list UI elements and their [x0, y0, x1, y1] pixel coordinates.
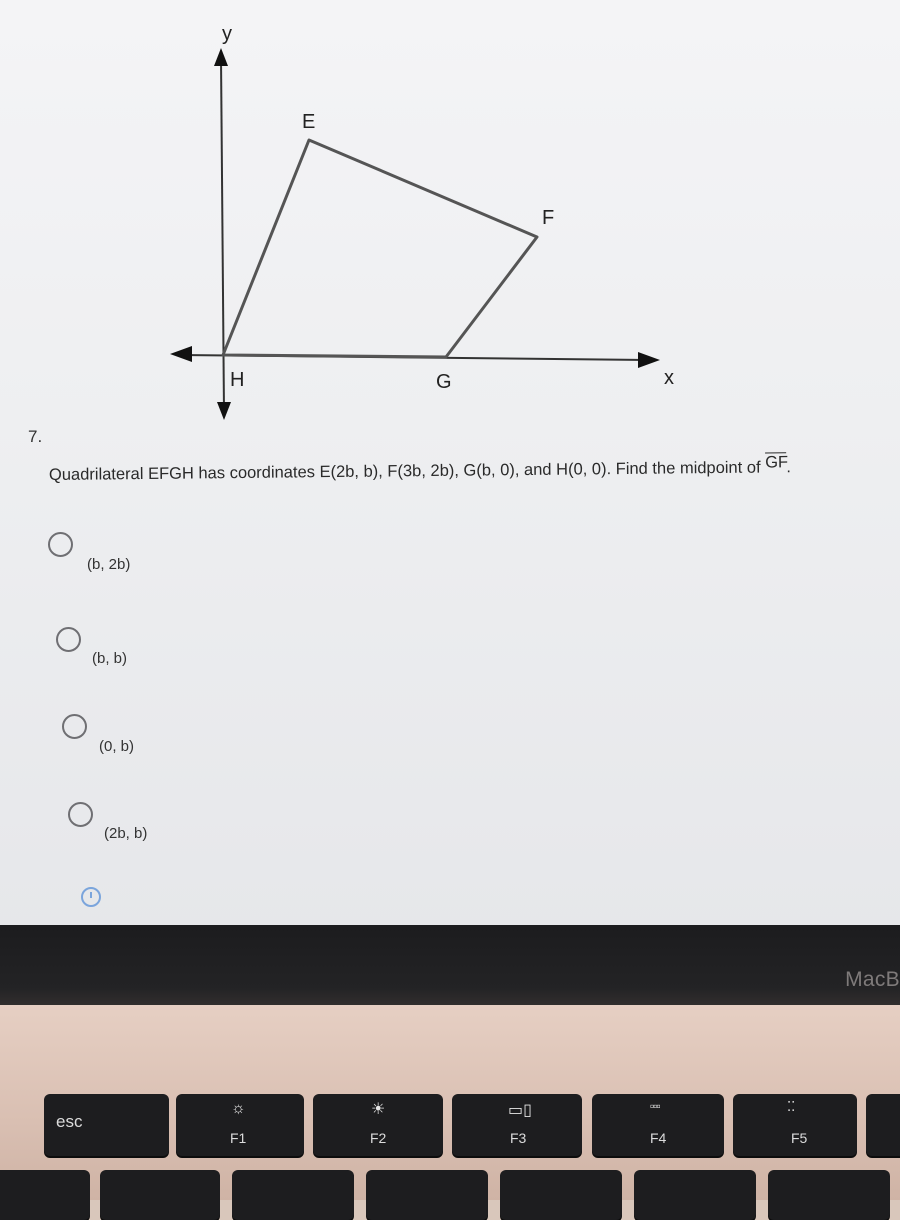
launchpad-icon: ▫▫▫	[650, 1099, 660, 1113]
vertex-label-h: H	[230, 369, 245, 391]
f3-key[interactable]	[452, 1094, 582, 1156]
f1-key[interactable]	[176, 1094, 304, 1156]
radio-button[interactable]	[56, 627, 81, 652]
esc-key-label: esc	[56, 1112, 83, 1131]
f4-key-label: F4	[650, 1130, 667, 1146]
f5-key-label: F5	[791, 1130, 808, 1146]
quadrilateral-figure	[0, 0, 900, 430]
question-text	[48, 453, 791, 485]
quadrilateral-efgh	[223, 140, 537, 357]
x-axis-label: x	[664, 367, 674, 389]
f4-key[interactable]	[592, 1094, 724, 1156]
option-label: (2b, b)	[104, 825, 148, 842]
option-label: (0, b)	[99, 738, 135, 755]
keyboard-backlight-icon: ⁚⁚	[787, 1099, 796, 1114]
key-2[interactable]	[232, 1170, 354, 1220]
vertex-label-e: E	[302, 111, 316, 133]
option-label: (b, 2b)	[87, 556, 131, 573]
key-3[interactable]	[366, 1170, 488, 1220]
f6-key[interactable]	[866, 1094, 900, 1156]
brightness-down-icon: ☼	[231, 1100, 246, 1117]
y-axis-arrow-down	[217, 402, 231, 420]
question-body: Quadrilateral EFGH has coordinates E(2b, b), F(3b, 2b), G(b, 0), and H(0, 0). Find the midpoint of	[48, 458, 761, 484]
backtick-key[interactable]	[0, 1170, 90, 1220]
question-end: .	[786, 458, 791, 477]
screen-bezel	[0, 925, 900, 1015]
question-number: 7.	[28, 427, 43, 446]
clock-icon[interactable]	[81, 887, 101, 907]
vertex-label-g: G	[436, 371, 452, 393]
radio-button[interactable]	[48, 532, 73, 557]
key-4[interactable]	[500, 1170, 622, 1220]
option-label: (b, b)	[92, 650, 128, 667]
x-axis-arrow-left	[170, 346, 192, 362]
f3-key-label: F3	[510, 1130, 527, 1146]
y-axis-arrow-up	[214, 48, 228, 66]
radio-button[interactable]	[62, 714, 87, 739]
esc-key[interactable]	[44, 1094, 169, 1156]
segment-label: GF	[765, 453, 787, 472]
x-axis-arrow-right	[638, 352, 660, 368]
f2-key-label: F2	[370, 1130, 387, 1146]
mission-control-icon: ▭▯	[508, 1102, 532, 1119]
key-6[interactable]	[768, 1170, 890, 1220]
key-5[interactable]	[634, 1170, 756, 1220]
radio-button[interactable]	[68, 802, 93, 827]
y-axis	[221, 58, 224, 412]
brand-label: MacB	[845, 968, 900, 991]
f5-key[interactable]	[733, 1094, 857, 1156]
f2-key[interactable]	[313, 1094, 443, 1156]
y-axis-label: y	[222, 23, 232, 45]
brightness-up-icon: ☀	[371, 1101, 386, 1118]
key-1[interactable]	[100, 1170, 220, 1220]
vertex-label-f: F	[542, 207, 555, 229]
f1-key-label: F1	[230, 1130, 247, 1146]
